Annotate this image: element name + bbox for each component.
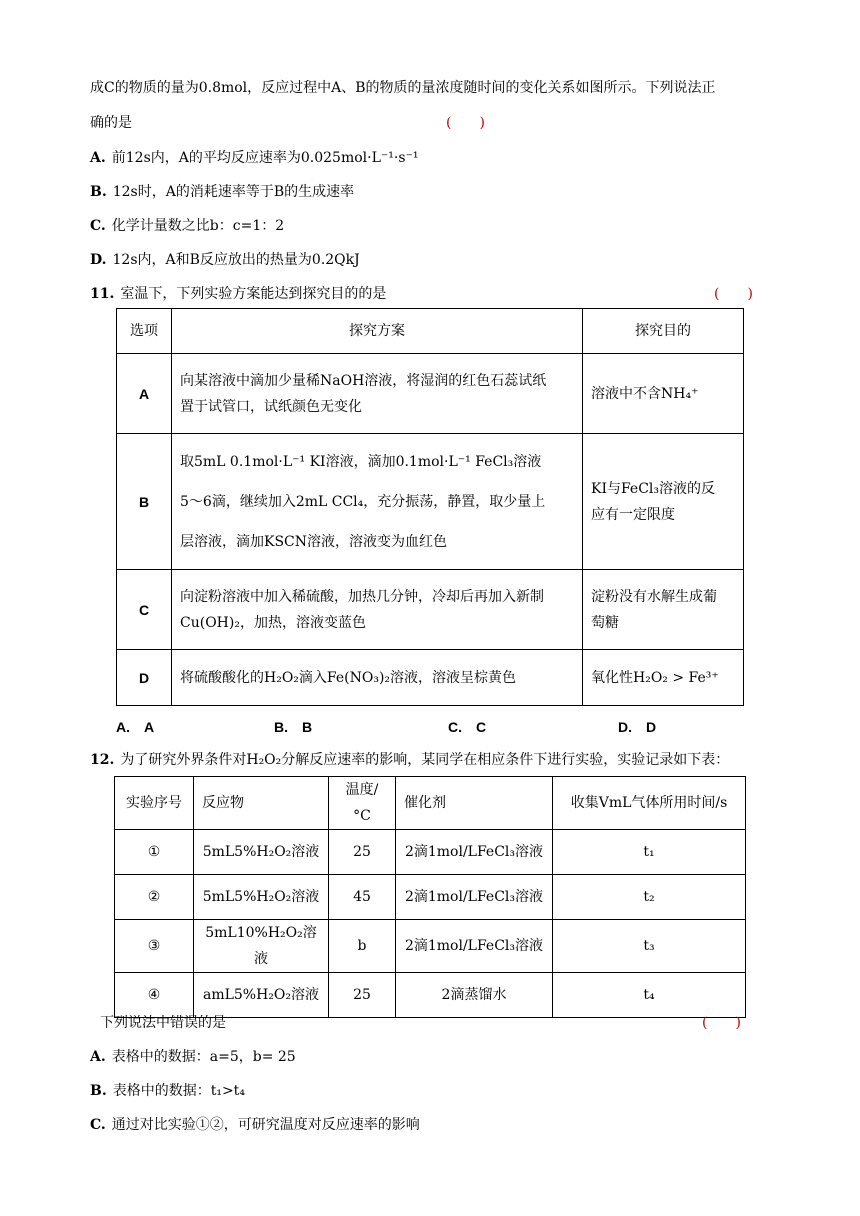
table-cell: 5mL10%H₂O₂溶液	[194, 920, 329, 973]
q12-answer-paren: ( )	[702, 1015, 741, 1031]
table-cell: t₃	[553, 920, 746, 973]
q10-option-c: C. 化学计量数之比b：c=1：2	[90, 218, 285, 234]
table-row	[115, 973, 746, 1018]
plan-cell	[172, 354, 583, 434]
plan-line: 5～6滴，继续加入2mL CCl₄，充分振荡，静置，取少量上	[180, 493, 546, 510]
q10-option-b: B. 12s时，A的消耗速率等于B的生成速率	[90, 184, 355, 200]
q11-table	[116, 308, 744, 706]
purpose-cell	[583, 434, 744, 570]
table-cell: ④	[115, 973, 194, 1018]
header-cell: 实验序号	[115, 777, 194, 830]
header-cell: 探究目的	[583, 309, 744, 354]
table-row	[117, 570, 744, 650]
option-key-cell: A	[117, 354, 172, 434]
q11-choice-d: D. D	[618, 719, 657, 735]
header-cell: 收集VmL气体所用时间/s	[553, 777, 746, 830]
plan-line: 取5mL 0.1mol·L⁻¹ KI溶液，滴加0.1mol·L⁻¹ FeCl₃溶液	[180, 453, 542, 470]
table-row	[117, 650, 744, 706]
purpose-cell	[583, 570, 744, 650]
plan-cell	[172, 650, 583, 706]
plan-line: 将硫酸酸化的H₂O₂滴入Fe(NO₃)₂溶液，溶液呈棕黄色	[180, 669, 517, 686]
table-cell: t₁	[553, 830, 746, 875]
table-cell: 2滴1mol/LFeCl₃溶液	[396, 830, 553, 875]
header-cell: 选项	[117, 309, 172, 354]
plan-line: 向某溶液中滴加少量稀NaOH溶液，将湿润的红色石蕊试纸	[180, 372, 547, 389]
table-cell: amL5%H₂O₂溶液	[194, 973, 329, 1018]
q11-choice-b: B. B	[274, 719, 313, 735]
table-cell: 2滴1mol/LFeCl₃溶液	[396, 875, 553, 920]
q11-stem: 11. 室温下，下列实验方案能达到探究目的的是	[90, 286, 387, 302]
q11-choice-a: A. A	[116, 719, 155, 735]
table-cell: 5mL5%H₂O₂溶液	[194, 830, 329, 875]
option-key-cell: B	[117, 434, 172, 570]
plan-line: 置于试管口，试纸颜色无变化	[180, 398, 362, 415]
q11-answer-paren: ( )	[714, 286, 753, 302]
q12-question: 下列说法中错误的是	[100, 1015, 226, 1031]
table-row	[117, 434, 744, 570]
header-cell: 探究方案	[172, 309, 583, 354]
table-row	[115, 875, 746, 920]
table-cell: 25	[329, 973, 396, 1018]
header-cell: 温度/°C	[329, 777, 396, 830]
purpose-cell	[583, 650, 744, 706]
q11-choice-c: C. C	[448, 719, 487, 735]
table-row	[115, 830, 746, 875]
purpose-line: 萄糖	[591, 614, 619, 631]
table-cell: 25	[329, 830, 396, 875]
table-cell: ①	[115, 830, 194, 875]
plan-line: 层溶液，滴加KSCN溶液，溶液变为血红色	[180, 533, 448, 550]
plan-cell	[172, 570, 583, 650]
q10-answer-paren: ( )	[446, 115, 485, 131]
header-cell: 反应物	[194, 777, 329, 830]
purpose-line: KI与FeCl₃溶液的反	[591, 480, 716, 497]
table-cell: 2滴1mol/LFeCl₃溶液	[396, 920, 553, 973]
table-cell: 5mL5%H₂O₂溶液	[194, 875, 329, 920]
option-key-cell: D	[117, 650, 172, 706]
purpose-line: 应有一定限度	[591, 506, 675, 523]
q12-table	[114, 776, 746, 1018]
table-cell: ②	[115, 875, 194, 920]
table-cell: 45	[329, 875, 396, 920]
purpose-line: 氧化性H₂O₂ > Fe³⁺	[591, 669, 719, 686]
q12-option-c: C. 通过对比实验①②，可研究温度对反应速率的影响	[90, 1117, 420, 1133]
q12-stem: 12. 为了研究外界条件对H₂O₂分解反应速率的影响，某同学在相应条件下进行实验，实验记录如下表：	[90, 752, 730, 768]
table-cell: 2滴蒸馏水	[396, 973, 553, 1018]
q10-stem-line1: 成C的物质的量为0.8mol，反应过程中A、B的物质的量浓度随时间的变化关系如图所示。下列说法正	[90, 80, 716, 96]
table-cell: t₄	[553, 973, 746, 1018]
q12-option-a: A. 表格中的数据：a=5，b= 25	[90, 1049, 296, 1065]
table-cell: ③	[115, 920, 194, 973]
q10-option-a: A. 前12s内，A的平均反应速率为0.025mol·L⁻¹·s⁻¹	[90, 150, 419, 166]
purpose-line: 溶液中不含NH₄⁺	[591, 385, 699, 402]
q10-stem-line2: 确的是	[90, 115, 132, 131]
table-header-row	[117, 309, 744, 354]
plan-line: 向淀粉溶液中加入稀硫酸，加热几分钟，冷却后再加入新制	[180, 588, 544, 605]
table-cell: t₂	[553, 875, 746, 920]
q10-option-d: D. 12s内，A和B反应放出的热量为0.2QkJ	[90, 252, 360, 268]
plan-line: Cu(OH)₂，加热，溶液变蓝色	[180, 614, 366, 631]
plan-cell	[172, 434, 583, 570]
purpose-line: 淀粉没有水解生成葡	[591, 588, 717, 605]
purpose-cell	[583, 354, 744, 434]
q12-option-b: B. 表格中的数据：t₁>t₄	[90, 1083, 245, 1099]
table-header-row	[115, 777, 746, 830]
header-cell: 催化剂	[396, 777, 553, 830]
table-cell: b	[329, 920, 396, 973]
table-row	[117, 354, 744, 434]
option-key-cell: C	[117, 570, 172, 650]
table-row	[115, 920, 746, 973]
